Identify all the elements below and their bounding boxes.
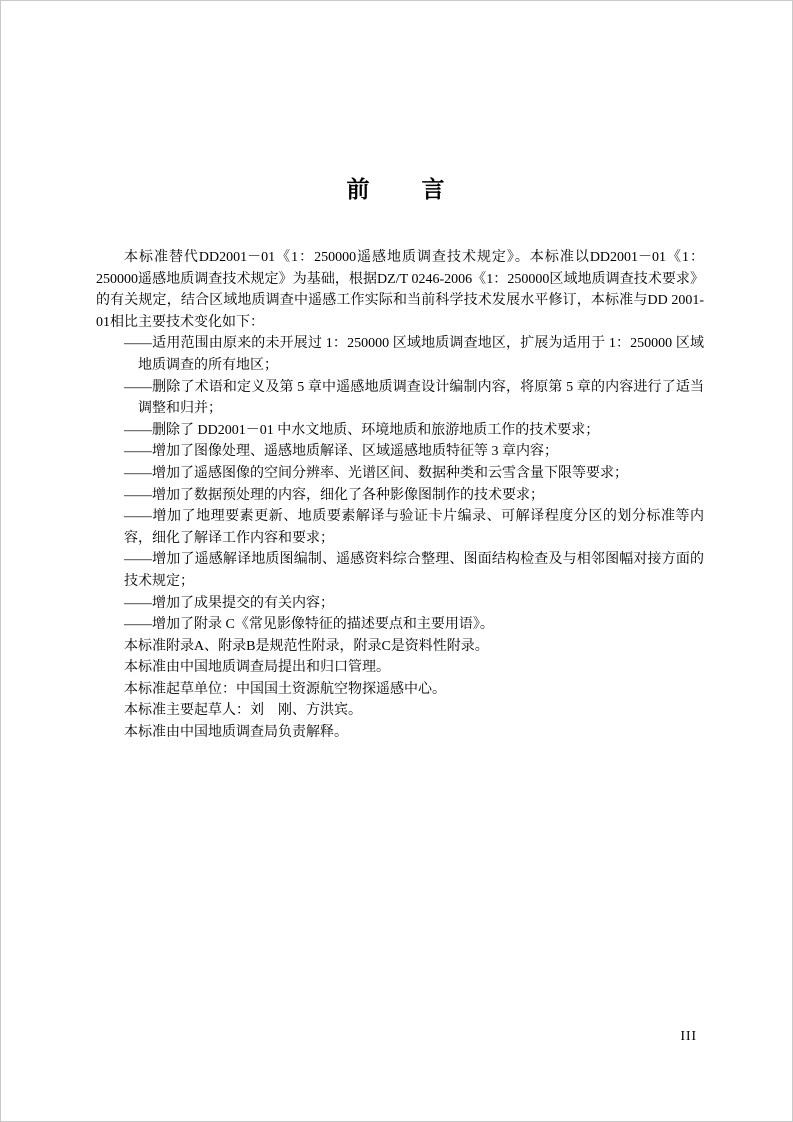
change-item: ——增加了附录 C《常见影像特征的描述要点和主要用语》。 xyxy=(124,617,494,633)
change-item: ——删除了 DD2001－01 中水文地质、环境地质和旅游地质工作的技术要求； xyxy=(124,422,600,438)
note-line: 本标准由中国地质调查局负责解释。 xyxy=(124,725,348,741)
change-item: ——增加了图像处理、遥感地质解译、区域遥感地质特征等 3 章内容； xyxy=(124,444,558,460)
change-item: ——增加了成果提交的有关内容； xyxy=(124,595,334,611)
change-item: ——增加了遥感解译地质图编制、遥感资料综合整理、图面结构检查及与相邻图幅对接方面的技术规定； xyxy=(124,552,704,589)
note-line: 本标准附录A、附录B是规范性附录，附录C是资料性附录。 xyxy=(124,638,489,654)
change-item: ——删除了术语和定义及第 5 章中遥感地质调查设计编制内容，将原第 5 章的内容进行了适当调整和归并； xyxy=(124,379,704,417)
change-item: ——增加了地理要素更新、地质要素解译与验证卡片编录、可解译程度分区的划分标准等内容，细化了解译工作内容和要求； xyxy=(124,509,704,546)
note-line: 本标准由中国地质调查局提出和归口管理。 xyxy=(124,660,390,676)
note-line: 本标准主要起草人：刘 刚、方洪宾。 xyxy=(124,703,362,719)
note-line: 本标准起草单位：中国国土资源航空物探遥感中心。 xyxy=(124,681,446,697)
change-item: ——增加了数据预处理的内容，细化了各种影像图制作的技术要求； xyxy=(124,487,544,503)
page-number: III xyxy=(680,1028,697,1043)
page-title: 前 言 xyxy=(346,177,447,202)
intro-paragraph: 本标准替代DD2001－01《1：250000遥感地质调查技术规定》。本标准以DD2001－01《1：250000遥感地质调查技术规定》为基础，根据DZ/T 0246-2006《1：250000区域地质调查技术要求》的有关规定，结合区域地质调查中遥感工作实际和当前科学技术发展水平修订，本标准与DD 2001-01相比主要技术变化如下： xyxy=(96,250,704,330)
document-body xyxy=(96,247,704,744)
change-item: ——增加了遥感图像的空间分辨率、光谱区间、数据种类和云雪含量下限等要求； xyxy=(124,465,628,481)
change-item: ——适用范围由原来的未开展过 1：250000 区域地质调查地区，扩展为适用于 1：250000 区域地质调查的所有地区； xyxy=(124,336,704,373)
